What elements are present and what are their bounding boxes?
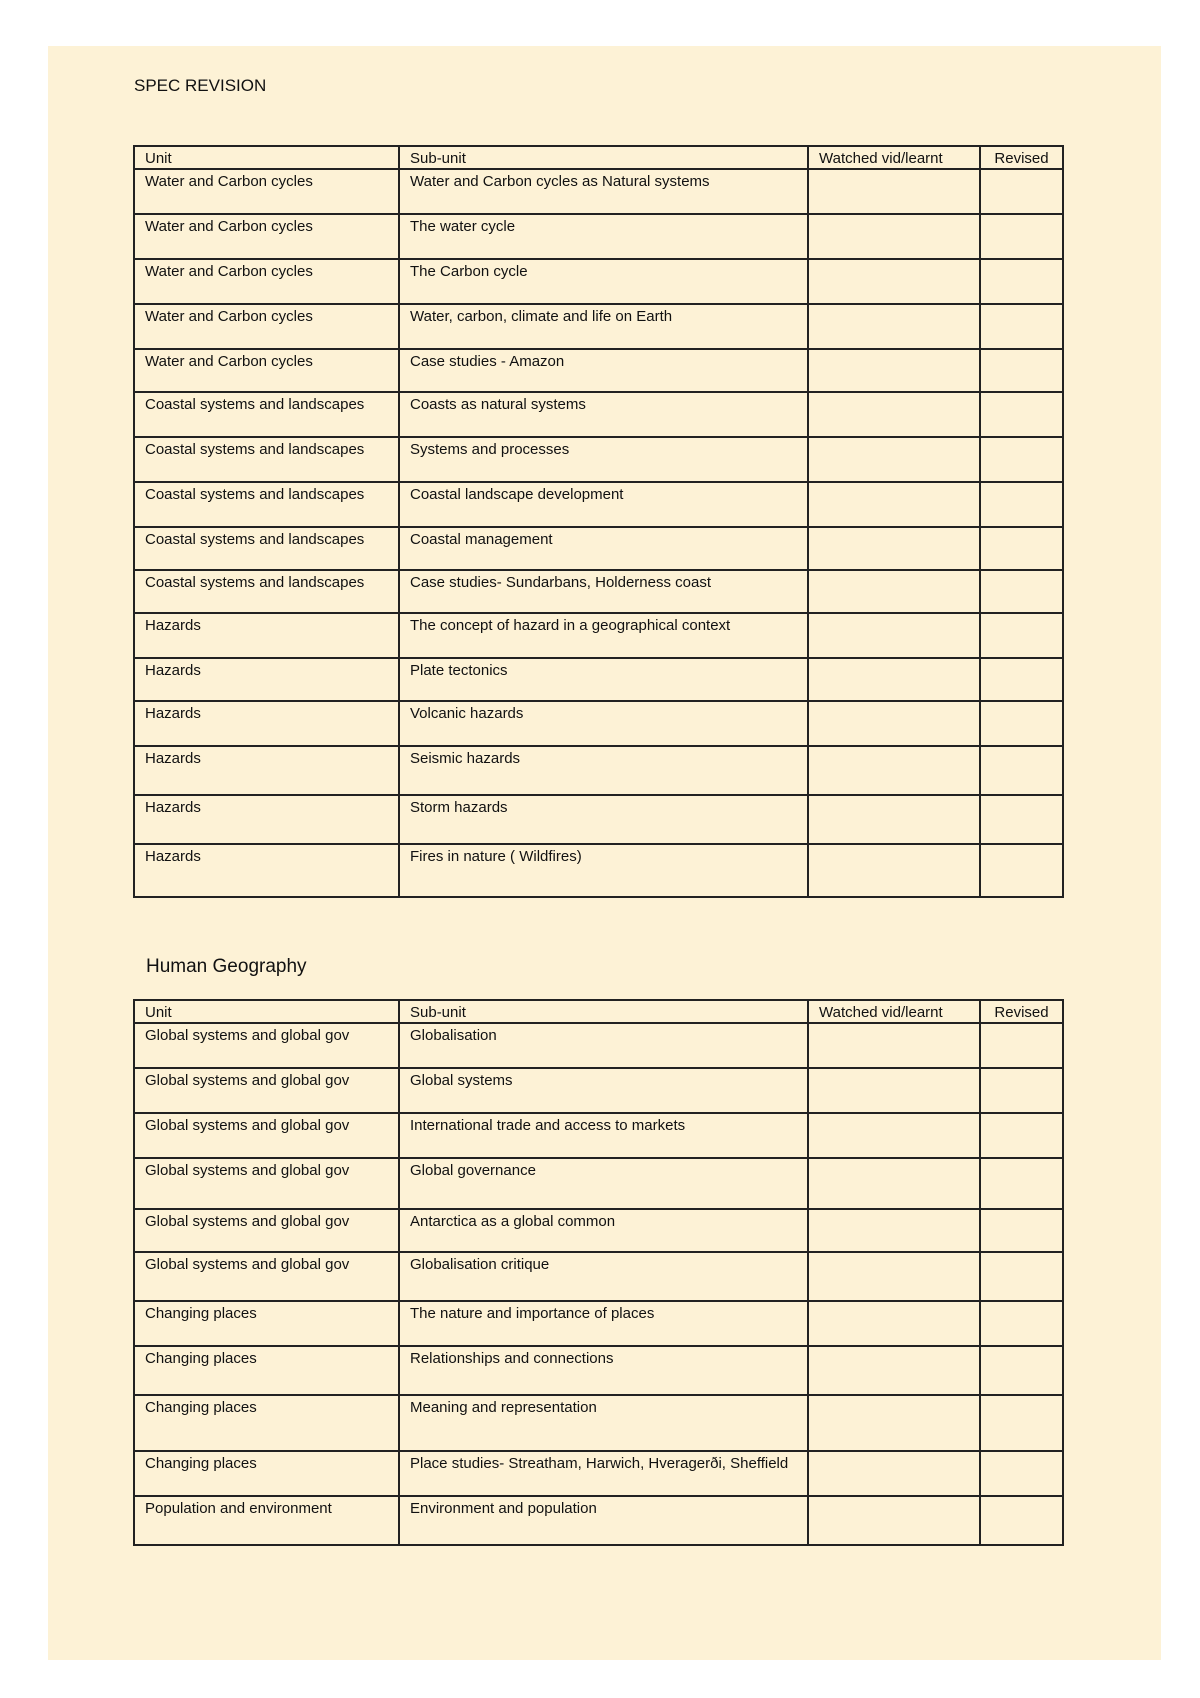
unit-cell: Hazards <box>134 795 399 844</box>
subunit-cell: Coastal management <box>399 527 808 570</box>
revised-checkbox-cell[interactable] <box>980 1301 1063 1346</box>
subunit-cell: Water and Carbon cycles as Natural systems <box>399 169 808 214</box>
human-geography-table <box>133 999 1064 1546</box>
subunit-cell: Globalisation <box>399 1023 808 1068</box>
table-row <box>134 844 1063 897</box>
table-row <box>134 613 1063 658</box>
revised-checkbox-cell[interactable] <box>980 570 1063 613</box>
unit-cell: Global systems and global gov <box>134 1252 399 1301</box>
revised-checkbox-cell[interactable] <box>980 1252 1063 1301</box>
unit-cell: Global systems and global gov <box>134 1158 399 1209</box>
unit-cell: Hazards <box>134 658 399 701</box>
watched-checkbox-cell[interactable] <box>808 1068 980 1113</box>
revised-checkbox-cell[interactable] <box>980 658 1063 701</box>
revised-checkbox-cell[interactable] <box>980 304 1063 349</box>
watched-checkbox-cell[interactable] <box>808 1301 980 1346</box>
watched-checkbox-cell[interactable] <box>808 1346 980 1395</box>
watched-checkbox-cell[interactable] <box>808 1395 980 1451</box>
subunit-cell: Fires in nature ( Wildfires) <box>399 844 808 897</box>
revised-checkbox-cell[interactable] <box>980 1346 1063 1395</box>
table-row <box>134 1346 1063 1395</box>
revised-checkbox-cell[interactable] <box>980 795 1063 844</box>
revised-checkbox-cell[interactable] <box>980 214 1063 259</box>
table-row <box>134 795 1063 844</box>
header-subunit: Sub-unit <box>399 146 808 169</box>
table-row <box>134 349 1063 392</box>
subunit-cell: Meaning and representation <box>399 1395 808 1451</box>
watched-checkbox-cell[interactable] <box>808 482 980 527</box>
unit-cell: Hazards <box>134 844 399 897</box>
table-row <box>134 1023 1063 1068</box>
table-row <box>134 259 1063 304</box>
unit-cell: Population and environment <box>134 1496 399 1545</box>
subunit-cell: The nature and importance of places <box>399 1301 808 1346</box>
revised-checkbox-cell[interactable] <box>980 392 1063 437</box>
watched-checkbox-cell[interactable] <box>808 169 980 214</box>
watched-checkbox-cell[interactable] <box>808 527 980 570</box>
subunit-cell: The Carbon cycle <box>399 259 808 304</box>
table-header-row <box>134 1000 1063 1023</box>
subunit-cell: Volcanic hazards <box>399 701 808 746</box>
revised-checkbox-cell[interactable] <box>980 1023 1063 1068</box>
subunit-cell: Plate tectonics <box>399 658 808 701</box>
subunit-cell: Case studies- Sundarbans, Holderness coast <box>399 570 808 613</box>
subunit-cell: Case studies - Amazon <box>399 349 808 392</box>
watched-checkbox-cell[interactable] <box>808 259 980 304</box>
watched-checkbox-cell[interactable] <box>808 613 980 658</box>
table-row <box>134 1209 1063 1252</box>
unit-cell: Coastal systems and landscapes <box>134 392 399 437</box>
table-row <box>134 1113 1063 1158</box>
table-row <box>134 1068 1063 1113</box>
watched-checkbox-cell[interactable] <box>808 437 980 482</box>
unit-cell: Hazards <box>134 746 399 795</box>
document-title: SPEC REVISION <box>134 76 267 95</box>
unit-cell: Hazards <box>134 701 399 746</box>
watched-checkbox-cell[interactable] <box>808 1451 980 1496</box>
subunit-cell: Global governance <box>399 1158 808 1209</box>
subunit-cell: Storm hazards <box>399 795 808 844</box>
table-row <box>134 1451 1063 1496</box>
table-row <box>134 214 1063 259</box>
unit-cell: Global systems and global gov <box>134 1113 399 1158</box>
subunit-cell: Systems and processes <box>399 437 808 482</box>
table-row <box>134 1496 1063 1545</box>
subunit-cell: Coastal landscape development <box>399 482 808 527</box>
watched-checkbox-cell[interactable] <box>808 658 980 701</box>
physical-geography-table <box>133 145 1064 898</box>
unit-cell: Hazards <box>134 613 399 658</box>
watched-checkbox-cell[interactable] <box>808 349 980 392</box>
subunit-cell: Seismic hazards <box>399 746 808 795</box>
table-row <box>134 392 1063 437</box>
revised-checkbox-cell[interactable] <box>980 844 1063 897</box>
table-row <box>134 701 1063 746</box>
watched-checkbox-cell[interactable] <box>808 746 980 795</box>
subunit-cell: The water cycle <box>399 214 808 259</box>
table-row <box>134 1158 1063 1209</box>
revised-checkbox-cell[interactable] <box>980 1395 1063 1451</box>
revised-checkbox-cell[interactable] <box>980 169 1063 214</box>
table-row <box>134 482 1063 527</box>
unit-cell: Global systems and global gov <box>134 1068 399 1113</box>
subunit-cell: Relationships and connections <box>399 1346 808 1395</box>
unit-cell: Water and Carbon cycles <box>134 214 399 259</box>
subunit-cell: Coasts as natural systems <box>399 392 808 437</box>
revised-checkbox-cell[interactable] <box>980 527 1063 570</box>
subunit-cell: Environment and population <box>399 1496 808 1545</box>
header-unit: Unit <box>134 1000 399 1023</box>
subunit-cell: International trade and access to markets <box>399 1113 808 1158</box>
unit-cell: Changing places <box>134 1301 399 1346</box>
revised-checkbox-cell[interactable] <box>980 1209 1063 1252</box>
subunit-cell: The concept of hazard in a geographical context <box>399 613 808 658</box>
unit-cell: Water and Carbon cycles <box>134 304 399 349</box>
watched-checkbox-cell[interactable] <box>808 1496 980 1545</box>
revised-checkbox-cell[interactable] <box>980 701 1063 746</box>
watched-checkbox-cell[interactable] <box>808 1158 980 1209</box>
unit-cell: Global systems and global gov <box>134 1209 399 1252</box>
table-header-row <box>134 146 1063 169</box>
subunit-cell: Water, carbon, climate and life on Earth <box>399 304 808 349</box>
table-row <box>134 437 1063 482</box>
table-row <box>134 658 1063 701</box>
table-row <box>134 1252 1063 1301</box>
revised-checkbox-cell[interactable] <box>980 1496 1063 1545</box>
unit-cell: Coastal systems and landscapes <box>134 570 399 613</box>
header-watched: Watched vid/learnt <box>808 146 980 169</box>
watched-checkbox-cell[interactable] <box>808 214 980 259</box>
revised-checkbox-cell[interactable] <box>980 482 1063 527</box>
table-row <box>134 527 1063 570</box>
unit-cell: Coastal systems and landscapes <box>134 482 399 527</box>
subunit-cell: Global systems <box>399 1068 808 1113</box>
revised-checkbox-cell[interactable] <box>980 437 1063 482</box>
watched-checkbox-cell[interactable] <box>808 701 980 746</box>
unit-cell: Changing places <box>134 1395 399 1451</box>
watched-checkbox-cell[interactable] <box>808 392 980 437</box>
watched-checkbox-cell[interactable] <box>808 1023 980 1068</box>
revised-checkbox-cell[interactable] <box>980 1451 1063 1496</box>
section-title-human-geography: Human Geography <box>146 956 307 977</box>
watched-checkbox-cell[interactable] <box>808 844 980 897</box>
watched-checkbox-cell[interactable] <box>808 795 980 844</box>
unit-cell: Global systems and global gov <box>134 1023 399 1068</box>
table-row <box>134 1395 1063 1451</box>
watched-checkbox-cell[interactable] <box>808 1113 980 1158</box>
revised-checkbox-cell[interactable] <box>980 349 1063 392</box>
unit-cell: Changing places <box>134 1451 399 1496</box>
unit-cell: Water and Carbon cycles <box>134 169 399 214</box>
table-row <box>134 746 1063 795</box>
table-row <box>134 169 1063 214</box>
revised-checkbox-cell[interactable] <box>980 613 1063 658</box>
watched-checkbox-cell[interactable] <box>808 1209 980 1252</box>
watched-checkbox-cell[interactable] <box>808 304 980 349</box>
revised-checkbox-cell[interactable] <box>980 259 1063 304</box>
subunit-cell: Place studies- Streatham, Harwich, Hveragerði, Sheffield <box>399 1451 808 1496</box>
unit-cell: Coastal systems and landscapes <box>134 527 399 570</box>
header-revised: Revised <box>980 1000 1063 1023</box>
unit-cell: Water and Carbon cycles <box>134 349 399 392</box>
table-row <box>134 570 1063 613</box>
unit-cell: Changing places <box>134 1346 399 1395</box>
revised-checkbox-cell[interactable] <box>980 1158 1063 1209</box>
table-row <box>134 304 1063 349</box>
header-unit: Unit <box>134 146 399 169</box>
header-subunit: Sub-unit <box>399 1000 808 1023</box>
subunit-cell: Antarctica as a global common <box>399 1209 808 1252</box>
unit-cell: Coastal systems and landscapes <box>134 437 399 482</box>
revised-checkbox-cell[interactable] <box>980 1113 1063 1158</box>
watched-checkbox-cell[interactable] <box>808 1252 980 1301</box>
revised-checkbox-cell[interactable] <box>980 746 1063 795</box>
table-row <box>134 1301 1063 1346</box>
subunit-cell: Globalisation critique <box>399 1252 808 1301</box>
unit-cell: Water and Carbon cycles <box>134 259 399 304</box>
header-revised: Revised <box>980 146 1063 169</box>
watched-checkbox-cell[interactable] <box>808 570 980 613</box>
header-watched: Watched vid/learnt <box>808 1000 980 1023</box>
revised-checkbox-cell[interactable] <box>980 1068 1063 1113</box>
